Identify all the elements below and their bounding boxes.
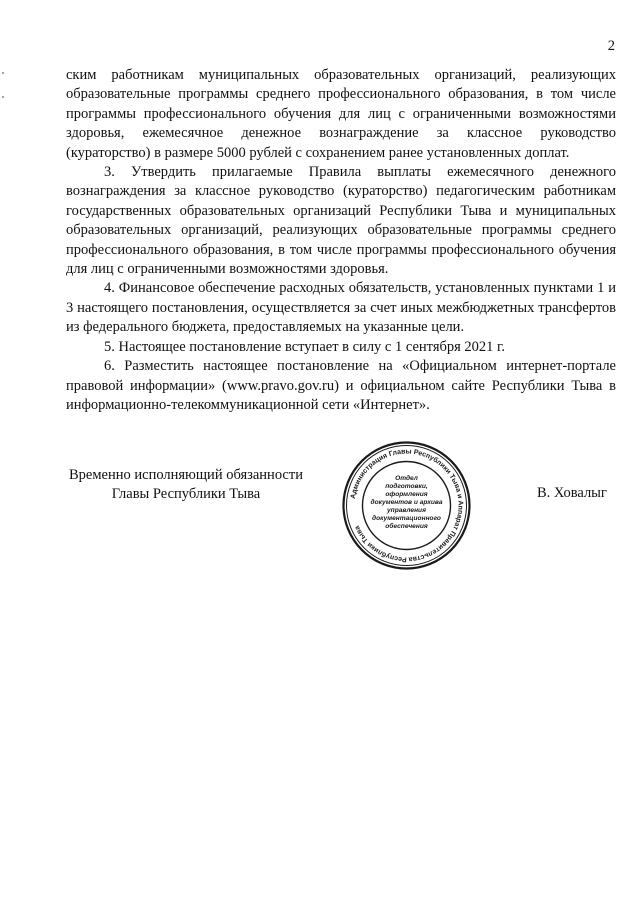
paragraph-item-5: 5. Настоящее постановление вступает в силу с 1 сентября 2021 г.	[104, 338, 505, 355]
signer-title-line-2: Главы Республики Тыва	[111, 486, 261, 502]
paragraph-item-4: 4. Финансовое обеспечение расходных обязательств, установленных пунктами 1 и 3 настоящего постановления, осуществляется за счет иных межбюджетных трансфертов из федерального бюджета, предоставляемых на указанные цели.	[66, 280, 616, 336]
paragraph-continued: ским работникам муниципальных образовательных организаций, реализующих образовательные программы среднего профессионального образования, в том числе программы профессионального обучения для лиц с ограниченными возможностями здоровья, ежемесячное денежное вознаграждение за классное руководство (кураторство) в размере 5000 рублей с сохранением ранее установленных доплат.	[66, 67, 616, 161]
stamp-line-1: Отдел	[395, 475, 418, 482]
scan-artifact	[2, 96, 4, 98]
page-number: 2	[607, 38, 615, 54]
document-body	[66, 66, 616, 415]
stamp-line-7: обеспечения	[385, 523, 428, 530]
stamp-line-6: документационного	[372, 515, 441, 522]
signer-name: В. Ховалыг	[537, 485, 607, 501]
stamp-ring-text: Администрация Главы Республики Тыва и Аппарат Правительства Республики Тыва	[349, 448, 464, 563]
paragraph-item-6: 6. Разместить настоящее постановление на «Официальном интернет-портале правовой информации» (www.pravo.gov.ru) и официальном сайте Республики Тыва в информационно-телекоммуникационной сети «Интернет».	[66, 358, 616, 413]
stamp-line-5: управления	[387, 507, 426, 514]
paragraph-item-3: 3. Утвердить прилагаемые Правила выплаты ежемесячного денежного вознаграждения за классное руководство (кураторство) педагогическим работникам государственных образовательных организаций Республики Тыва и муниципальных образовательных организаций, реализующих образовательные программы среднего профессионального образования, в том числе программы профессионального обучения для лиц с ограниченными возможностями здоровья.	[66, 164, 616, 278]
stamp-line-3: оформления	[385, 491, 428, 498]
signer-title-line-1: Временно исполняющий обязанности	[69, 467, 303, 483]
scan-artifact	[2, 72, 4, 74]
official-stamp	[341, 440, 472, 571]
stamp-line-2: подготовки,	[385, 483, 428, 490]
signer-title	[66, 466, 306, 504]
stamp-line-4: документов и архива	[370, 499, 443, 506]
